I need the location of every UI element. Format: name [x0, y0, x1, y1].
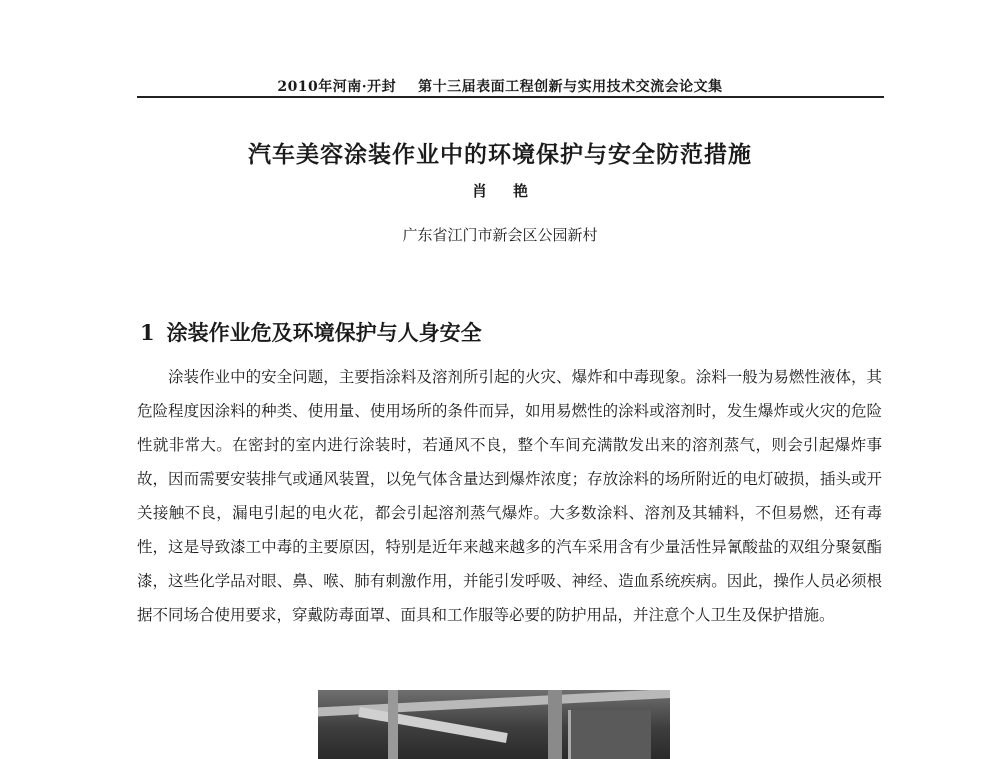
- section-heading: [140, 317, 482, 347]
- paper-title: 汽车美容涂装作业中的环境保护与安全防范措施: [248, 141, 752, 168]
- proceedings-title: 第十三届表面工程创新与实用技术交流会论文集: [418, 79, 723, 95]
- author-affiliation: 广东省江门市新会区公园新村: [402, 226, 598, 244]
- section-title: 涂装作业危及环境保护与人身安全: [166, 320, 482, 345]
- header-rule: [137, 96, 884, 98]
- figure-photo: [318, 690, 670, 759]
- body-paragraph: 涂装作业中的安全问题，主要指涂料及溶剂所引起的火灾、爆炸和中毒现象。涂料一般为易燃性液体，其危险程度因涂料的种类、使用量、使用场所的条件而异，如用易燃性的涂料或溶剂时，发生爆炸或火灾的危险性就非常大。在密封的室内进行涂装时，若通风不良，整个车间充满散发出来的溶剂蒸气，则会引起爆炸事故，因而需要安装排气或通风装置，以免气体含量达到爆炸浓度；存放涂料的场所附近的电灯破损，插头或开关接触不良，漏电引起的电火花，都会引起溶剂蒸气爆炸。大多数涂料、溶剂及其辅料，不但易燃，还有毒性，这是导致漆工中毒的主要原因，特别是近年来越来越多的汽车采用含有少量活性异氰酸盐的双组分聚氨酯漆，这些化学品对眼、鼻、喉、肺有刺激作用，并能引发呼吸、神经、造血系统疾病。因此，操作人员必须根据不同场合使用要求，穿戴防毒面罩、面具和工作服等必要的防护用品，并注意个人卫生及保护措施。: [137, 368, 882, 624]
- running-header: [0, 76, 1000, 96]
- paper-author: 肖艳: [471, 182, 554, 200]
- section-number: 1: [140, 320, 155, 345]
- conference-location: 2010年河南·开封: [277, 79, 397, 95]
